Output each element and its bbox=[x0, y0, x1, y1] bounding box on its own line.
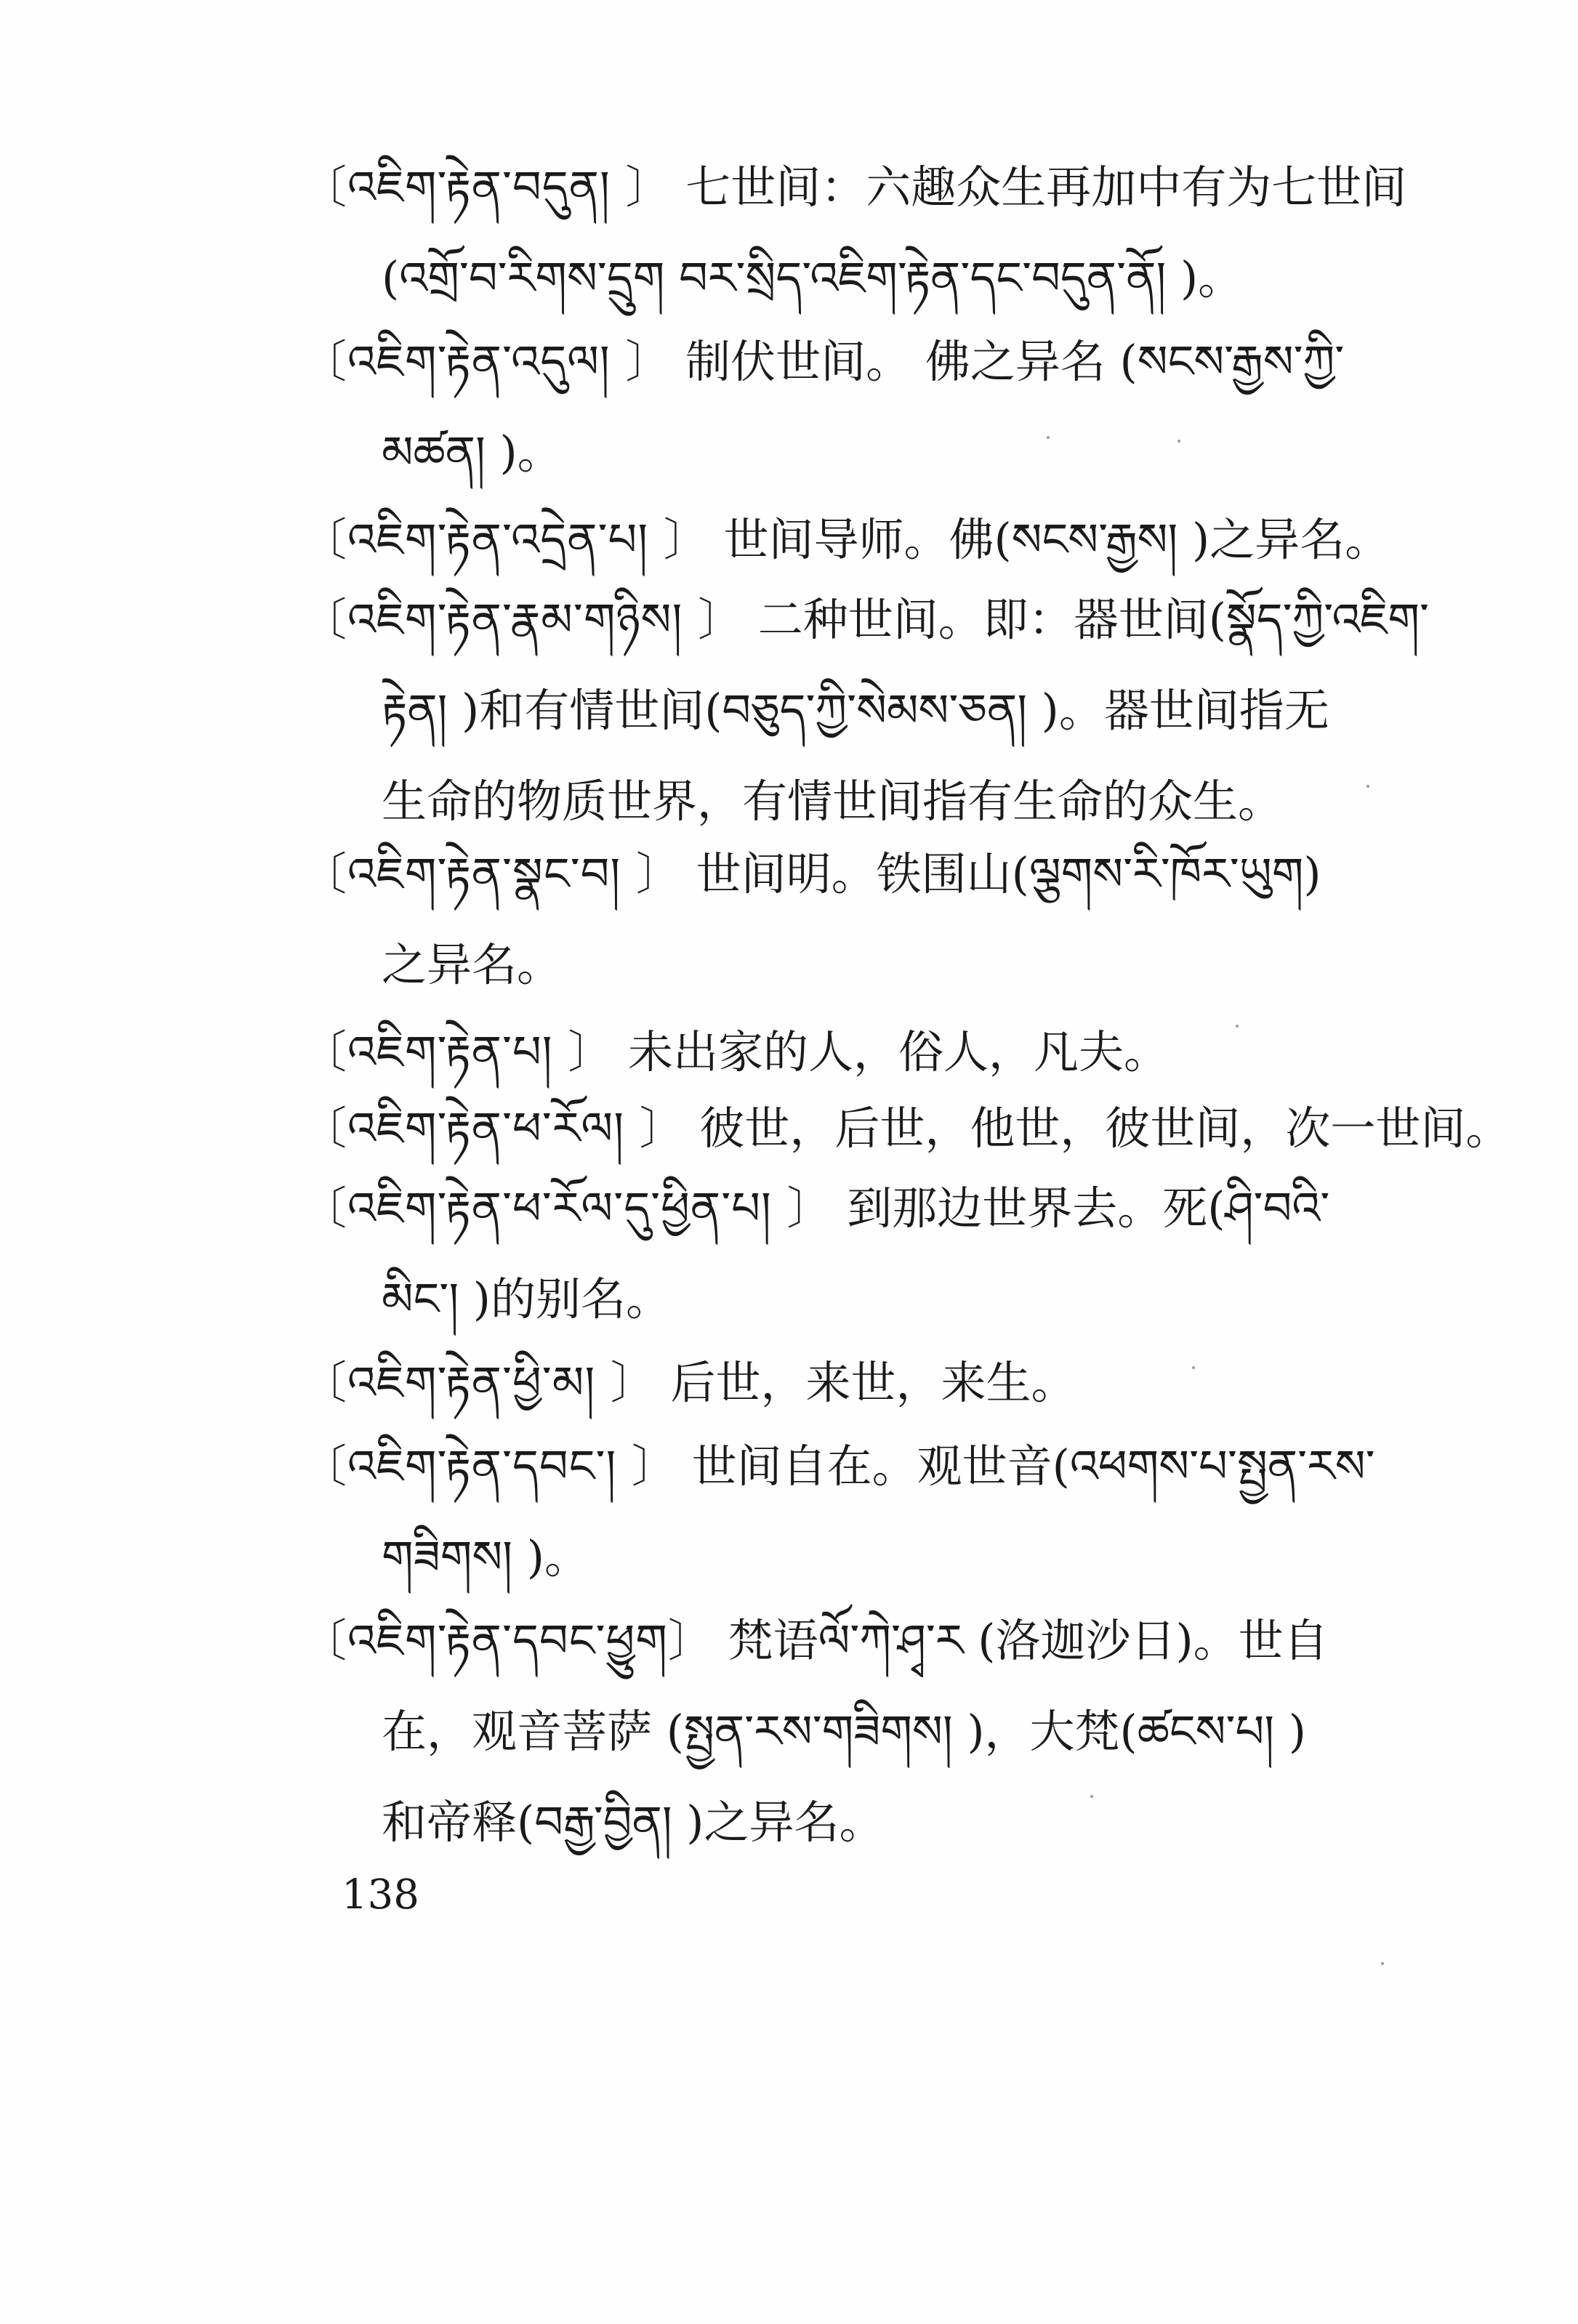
entry-headword: 〔འཇིག་རྟེན་ཕ་རོལ་དུ་ཕྱིན་པ། 〕 bbox=[302, 1182, 833, 1235]
entry-definition-line: 七世间：六趣众生再加中有为七世间 bbox=[685, 161, 1407, 214]
entry-definition-line: 后世，来世，来生。 bbox=[670, 1356, 1076, 1409]
entry-definition-line: 生命的物质世界，有情世间指有生命的众生。 bbox=[382, 775, 1284, 828]
entry-5 bbox=[302, 828, 1414, 1010]
entry-headword: 〔འཇིག་རྟེན་འདྲེན་པ། 〕 bbox=[302, 513, 709, 566]
scan-speck bbox=[1178, 440, 1180, 443]
entry-1 bbox=[302, 142, 1414, 323]
scan-speck bbox=[1090, 1795, 1093, 1798]
entry-definition-line: 世间自在。观世音(འཕགས་པ་སྤྱན་རས་ bbox=[691, 1440, 1375, 1493]
scan-speck bbox=[1381, 1962, 1384, 1965]
scan-speck bbox=[1236, 1025, 1239, 1028]
entry-definition-line: རྟེན། )和有情世间(བཅུད་ཀྱི་སེམས་ཅན། )。器世间指无 bbox=[382, 684, 1329, 737]
entry-definition-line: 世间明。铁围山(ལྕགས་རི་ཁོར་ཡུག) bbox=[696, 847, 1321, 900]
entry-headword: 〔འཇིག་རྟེན་ཕྱི་མ། 〕 bbox=[302, 1356, 656, 1409]
entry-definition-line: གཟིགས། )。 bbox=[382, 1530, 589, 1583]
entry-3 bbox=[302, 494, 1414, 585]
entry-headword: 〔འཇིག་རྟེན་བདུན། 〕 bbox=[302, 161, 672, 214]
entry-definition-line: (འགྲོ་བ་རིགས་དྲུག བར་སྲིད་འཇིག་རྟེན་དང་བདུན་ནོ། )。 bbox=[382, 251, 1244, 304]
entry-definition-line: མིང་། )的别名。 bbox=[382, 1272, 671, 1326]
entry-2 bbox=[302, 316, 1414, 498]
entry-headword: 〔འཇིག་རྟེན་སྣང་བ། 〕 bbox=[302, 847, 682, 900]
entry-headword: 〔འཇིག་རྟེན་དབང་། 〕 bbox=[302, 1440, 677, 1493]
entry-8 bbox=[302, 1163, 1414, 1344]
entry-definition-line: 世间导师。佛(སངས་རྒྱས། )之异名。 bbox=[723, 513, 1390, 566]
entry-definition-line: མཚན། )。 bbox=[382, 426, 563, 479]
entry-headword: 〔འཇིག་རྟེན་འདུལ། 〕 bbox=[302, 335, 672, 388]
scan-speck bbox=[1366, 785, 1369, 788]
entry-definition-line: 未出家的人，俗人，凡夫。 bbox=[627, 1025, 1169, 1078]
entry-7 bbox=[302, 1083, 1511, 1174]
entry-definition-line: 制伏世间。 佛之异名 (སངས་རྒྱས་ཀྱི་ bbox=[685, 335, 1345, 388]
entry-definition-line: 和帝释(བརྒྱ་བྱིན། )之异名。 bbox=[382, 1796, 885, 1849]
entry-headword: 〔འཇིག་རྟེན་རྣམ་གཉིས། 〕 bbox=[302, 593, 744, 646]
scan-speck bbox=[1047, 436, 1050, 439]
entry-headword: 〔འཇིག་རྟེན་ཕ་རོལ། 〕 bbox=[302, 1102, 685, 1155]
entry-definition-line: 二种世间。即：器世间(སྣོད་ཀྱི་འཇིག་ bbox=[757, 593, 1430, 646]
entry-4 bbox=[302, 574, 1430, 847]
scan-speck bbox=[1192, 1366, 1195, 1369]
page-number: 138 bbox=[342, 1871, 419, 1918]
entry-11 bbox=[302, 1595, 1414, 1868]
entry-definition-line: 到那边世界去。死(ཤི་བའི་ bbox=[847, 1182, 1330, 1235]
entry-10 bbox=[302, 1421, 1414, 1602]
entry-definition-line: 之异名。 bbox=[382, 938, 563, 991]
entry-definition-line: 梵语ལོ་ཀེ་ཤྭ་ར (洛迦沙日)。世自 bbox=[728, 1614, 1329, 1667]
entry-definition-line: 彼世，后世，他世，彼世间，次一世间。 bbox=[699, 1102, 1511, 1155]
entry-9 bbox=[302, 1337, 1414, 1428]
entry-headword: 〔འཇིག་རྟེན་པ། 〕 bbox=[302, 1025, 614, 1078]
entry-headword: 〔འཇིག་རྟེན་དབང་ཕྱུག〕 bbox=[302, 1614, 714, 1667]
entry-definition-line: 在，观音菩萨 (སྤྱན་རས་གཟིགས། )，大梵(ཚངས་པ། ) bbox=[382, 1705, 1306, 1758]
